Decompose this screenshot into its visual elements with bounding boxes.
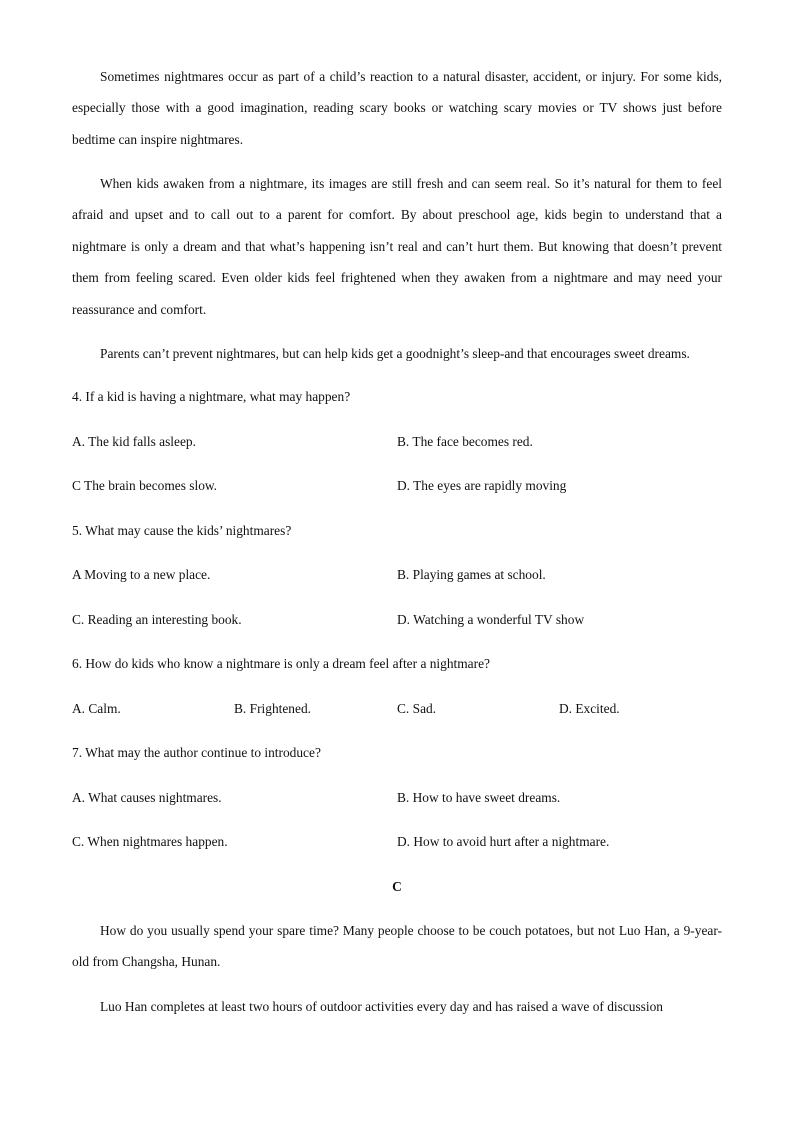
question-stem: 7. What may the author continue to introduce? (72, 745, 321, 760)
question-stem: 5. What may cause the kids’ nightmares? (72, 523, 292, 538)
option-d: D. How to avoid hurt after a nightmare. (397, 834, 610, 849)
option-d: D. The eyes are rapidly moving (397, 478, 567, 493)
passage-paragraph: Sometimes nightmares occur as part of a child’s reaction to a natural disaster, accident, or injury. For some kids, especially those with a good imagination, reading scary books or watching scary movies or TV shows just before bedtime can inspire nightmares. (72, 69, 722, 147)
passage-paragraph: How do you usually spend your spare time? Many people choose to be couch potatoes, but not Luo Han, a 9-year-old from Changsha, Hunan. (72, 923, 722, 970)
option-a: A. The kid falls asleep. (72, 434, 196, 449)
option-d: D. Watching a wonderful TV show (397, 612, 585, 627)
option-b: B. The face becomes red. (397, 434, 533, 449)
option-a: A Moving to a new place. (72, 567, 211, 582)
option-b: B. How to have sweet dreams. (397, 790, 561, 805)
passage-paragraph: Parents can’t prevent nightmares, but can help kids get a goodnight’s sleep-and that encourages sweet dreams. (100, 346, 690, 361)
option-b: B. Playing games at school. (397, 567, 546, 582)
option-c: C The brain becomes slow. (72, 478, 218, 493)
option-a: A. Calm. (72, 701, 121, 716)
option-c: C. Reading an interesting book. (72, 612, 242, 627)
passage-paragraph: When kids awaken from a nightmare, its images are still fresh and can seem real. So it’s natural for them to feel afraid and upset and to call out to a parent for comfort. By about preschool age, kids begin to understand that a nightmare is only a dream and that what’s happening isn’t real and can’t hurt them. But knowing that doesn’t prevent them from feeling scared. Even older kids feel frightened when they awaken from a nightmare and may need your reassurance and comfort. (72, 176, 722, 317)
question-stem: 4. If a kid is having a nightmare, what may happen? (72, 389, 351, 404)
option-c: C. When nightmares happen. (72, 834, 228, 849)
option-d: D. Excited. (559, 701, 620, 716)
passage-paragraph: Luo Han completes at least two hours of outdoor activities every day and has raised a wave of discussion (100, 999, 663, 1014)
option-a: A. What causes nightmares. (72, 790, 222, 805)
question-stem: 6. How do kids who know a nightmare is only a dream feel after a nightmare? (72, 656, 490, 671)
option-b: B. Frightened. (234, 701, 311, 716)
section-heading: C (392, 879, 402, 894)
option-c: C. Sad. (397, 701, 437, 716)
